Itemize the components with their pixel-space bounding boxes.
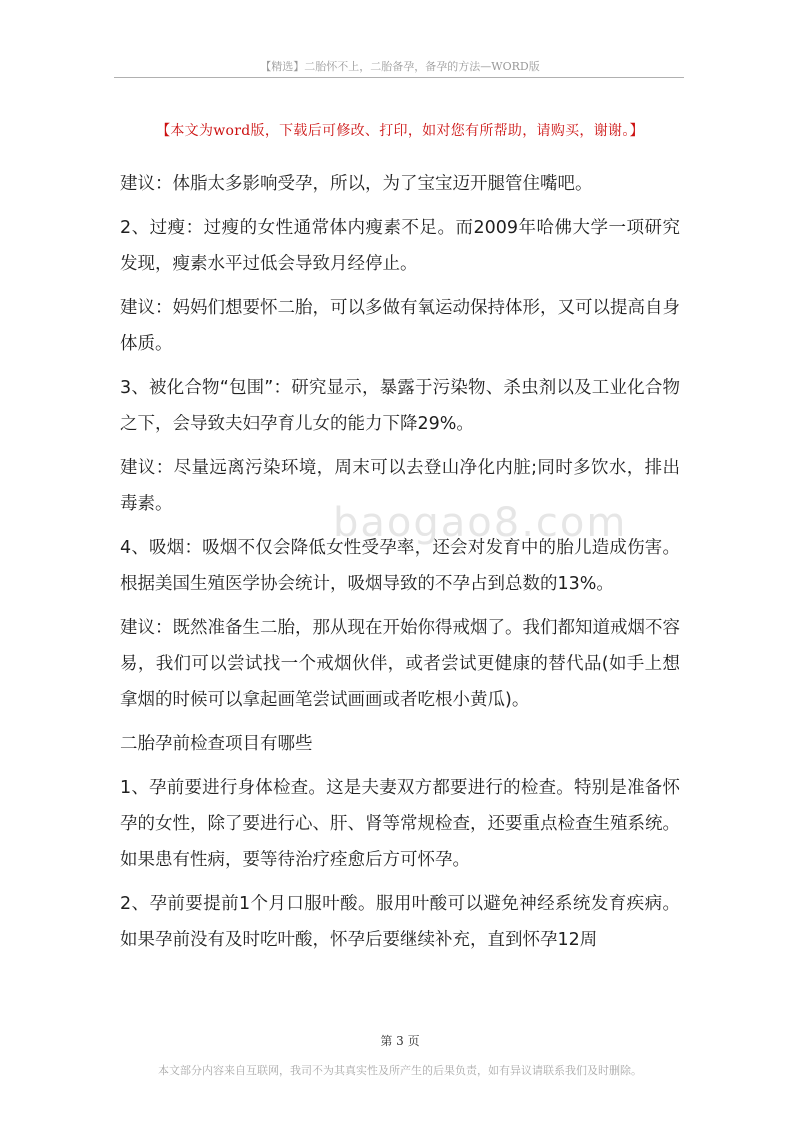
header-divider (114, 77, 684, 78)
document-body (120, 166, 680, 966)
page-header: 【精选】二胎怀不上，二胎备孕，备孕的方法—WORD版 (260, 60, 540, 73)
paragraph: 4、吸烟：吸烟不仅会降低女性受孕率，还会对发育中的胎儿造成伤害。根据美国生殖医学协会统计，吸烟导致的不孕占到总数的13%。 (120, 538, 680, 594)
paragraph: 建议：尽量远离污染环境，周末可以去登山净化内脏;同时多饮水，排出毒素。 (120, 458, 680, 514)
paragraph: 建议：既然准备生二胎，那从现在开始你得戒烟了。我们都知道戒烟不容易，我们可以尝试找一个戒烟伙伴，或者尝试更健康的替代品(如手上想拿烟的时候可以拿起画笔尝试画画或者吃根小黄瓜)。 (120, 618, 680, 710)
paragraph: 建议：妈妈们想要怀二胎，可以多做有氧运动保持体形，又可以提高自身体质。 (120, 298, 680, 354)
paragraph: 2、过瘦：过瘦的女性通常体内瘦素不足。而2009年哈佛大学一项研究发现，瘦素水平过低会导致月经停止。 (120, 218, 680, 274)
paragraph: 建议：体脂太多影响受孕，所以，为了宝宝迈开腿管住嘴吧。 (120, 174, 593, 194)
paragraph: 3、被化合物“包围”：研究显示，暴露于污染物、杀虫剂以及工业化合物之下，会导致夫妇孕育儿女的能力下降29%。 (120, 378, 680, 434)
page-number: 第 3 页 (380, 1034, 420, 1048)
watermark: baogao8.com (333, 500, 628, 546)
paragraph: 2、孕前要提前1个月口服叶酸。服用叶酸可以避免神经系统发育疾病。如果孕前没有及时吃叶酸，怀孕后要继续补充，直到怀孕12周 (120, 894, 680, 950)
purchase-notice: 【本文为word版，下载后可修改、打印，如对您有所帮助，请购买，谢谢。】 (156, 123, 644, 139)
section-heading: 二胎孕前检查项目有哪些 (120, 734, 313, 754)
page-footer: 本文部分内容来自互联网，我司不为其真实性及所产生的后果负责，如有异议请联系我们及时删除。 (158, 1064, 642, 1077)
paragraph: 1、孕前要进行身体检查。这是夫妻双方都要进行的检查。特别是准备怀孕的女性，除了要进行心、肝、肾等常规检查，还要重点检查生殖系统。如果患有性病，要等待治疗痊愈后方可怀孕。 (120, 778, 680, 870)
